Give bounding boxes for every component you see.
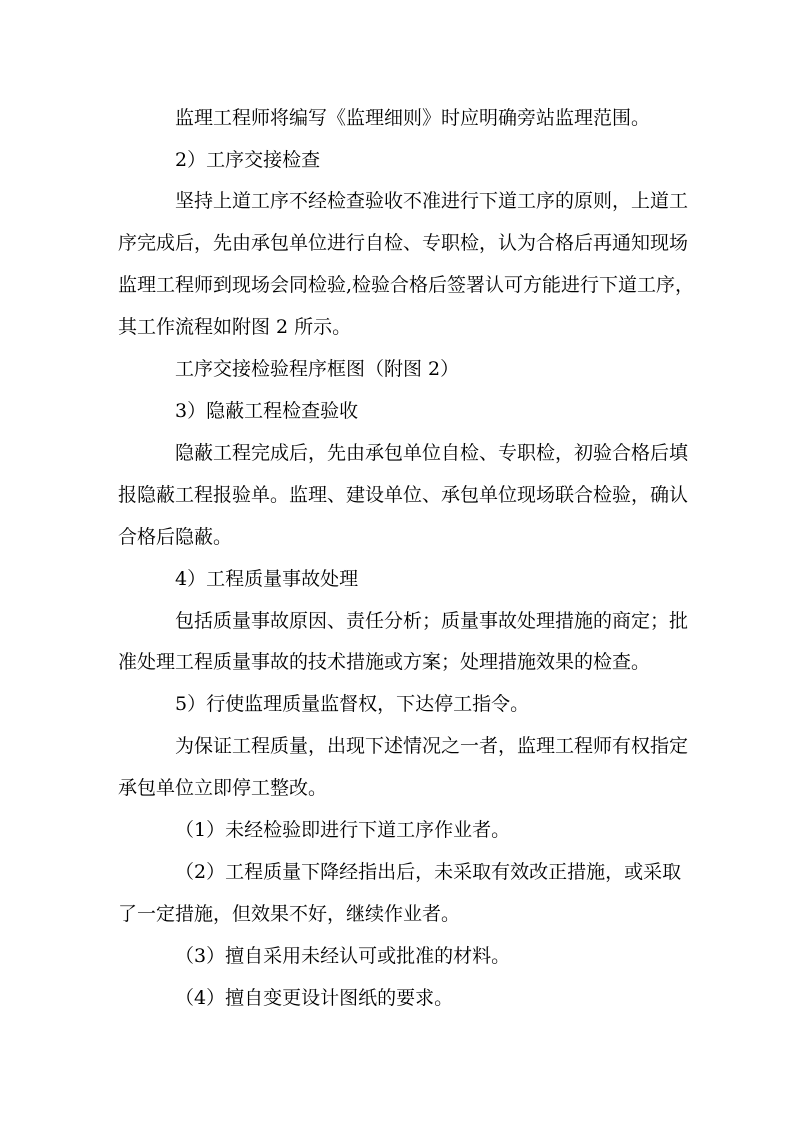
list-item-continuation: 了一定措施，但效果不好，继续作业者。 [118,903,461,925]
list-item: （4）擅自变更设计图纸的要求。 [175,987,454,1009]
paragraph-line: 序完成后，先由承包单位进行自检、专职检，认为合格后再通知现场 [118,232,689,254]
paragraph-line: 其工作流程如附图 2 所示。 [118,316,352,338]
paragraph-line: 合格后隐蔽。 [118,526,233,548]
paragraph-line: 隐蔽工程完成后，先由承包单位自检、专职检，初验合格后填 [175,442,689,464]
section-heading: 3）隐蔽工程检查验收 [175,400,359,422]
section-heading: 2）工序交接检查 [175,149,321,171]
list-item: （3）擅自采用未经认可或批准的材料。 [175,945,511,967]
paragraph-line: 监理工程师到现场会同检验,检验合格后签署认可方能进行下道工序， [118,274,695,296]
paragraph-line: 为保证工程质量，出现下述情况之一者，监理工程师有权指定 [175,735,689,757]
section-heading: 4）工程质量事故处理 [175,568,359,590]
paragraph-line: 监理工程师将编写《监理细则》时应明确旁站监理范围。 [175,107,651,129]
paragraph-line: 报隐蔽工程报验单。监理、建设单位、承包单位现场联合检验，确认 [118,484,689,506]
paragraph-line: 坚持上道工序不经检查验收不准进行下道工序的原则，上道工 [175,190,689,212]
paragraph-line: 承包单位立即停工整改。 [118,777,328,799]
list-item: （2）工程质量下降经指出后，未采取有效改正措施，或采取 [175,861,682,883]
list-item: （1）未经检验即进行下道工序作业者。 [175,819,511,841]
paragraph-line: 准处理工程质量事故的技术措施或方案；处理措施效果的检查。 [118,651,651,673]
figure-caption: 工序交接检验程序框图（附图 2） [175,358,460,380]
paragraph-line: 包括质量事故原因、责任分析；质量事故处理措施的商定；批 [175,610,689,632]
section-heading: 5）行使监理质量监督权，下达停工指令。 [175,693,530,715]
